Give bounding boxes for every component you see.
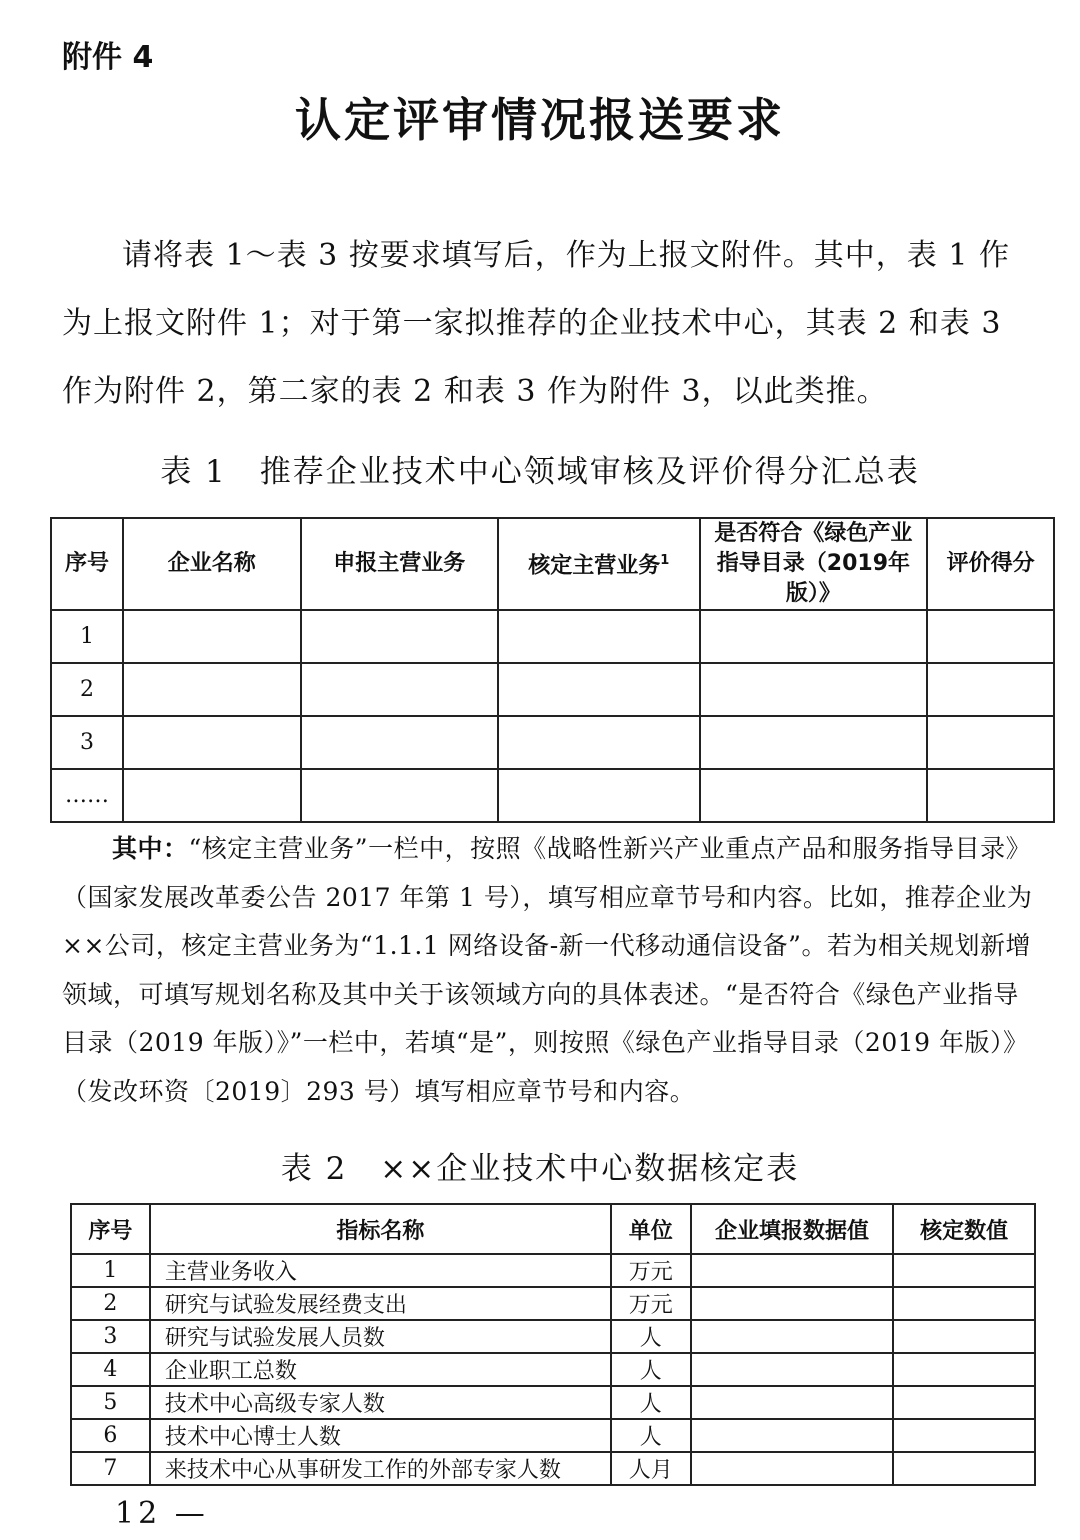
- table1-caption: 表 1 推荐企业技术中心领域审核及评价得分汇总表: [160, 454, 920, 490]
- cell-green-catalog[interactable]: [700, 663, 928, 716]
- note-text: “核定主营业务”一栏中，按照《战略性新兴产业重点产品和服务指导目录》（国家发展改革委公告 2017 年第 1 号），填写相应章节号和内容。比如，推荐企业为××公司，核定主营业务为“1.1.1 网络设备-新一代移动通信设备”。若为相关规划新增领域，可填写规划名称及其中关于该领域方向的具体表述。“是否符合《绿色产业指导目录（2019 年版）》”一栏中，若填“是”，则按照《绿色产业指导目录（2019 年版）》（发改环资〔2019〕293 号）填写相应章节号和内容。: [62, 834, 1033, 1106]
- cell-declared-business[interactable]: [301, 769, 499, 822]
- cell-company[interactable]: [123, 769, 301, 822]
- table-row: [51, 610, 1054, 663]
- table2-caption: 表 2 ××企业技术中心数据核定表: [280, 1151, 800, 1187]
- unit: 人: [611, 1320, 691, 1353]
- cell-green-catalog[interactable]: [700, 610, 928, 663]
- cell-verified-business[interactable]: [498, 610, 700, 663]
- cell-company[interactable]: [123, 610, 301, 663]
- cell-declared-business[interactable]: [301, 663, 499, 716]
- table-row: [71, 1320, 1035, 1353]
- cell-reported-value[interactable]: [691, 1287, 894, 1320]
- unit: 万元: [611, 1254, 691, 1287]
- row-number: 5: [71, 1386, 150, 1419]
- table-row: [71, 1452, 1035, 1485]
- attachment-label: 附件 4: [62, 40, 154, 75]
- col-header-green-catalog: 是否符合《绿色产业指导目录（2019年版）》: [700, 518, 928, 610]
- col-header-indicator: 指标名称: [150, 1204, 611, 1254]
- row-number: 1: [51, 610, 123, 663]
- row-number: 2: [51, 663, 123, 716]
- note-label: 其中：: [112, 834, 189, 863]
- page-title: 认定评审情况报送要求: [295, 93, 785, 147]
- indicator-name: 企业职工总数: [150, 1353, 611, 1386]
- table-row: [71, 1287, 1035, 1320]
- row-number: 7: [71, 1452, 150, 1485]
- indicator-name: 研究与试验发展经费支出: [150, 1287, 611, 1320]
- cell-verified-business[interactable]: [498, 769, 700, 822]
- note-paragraph: [62, 825, 1042, 1116]
- cell-score[interactable]: [927, 610, 1054, 663]
- cell-reported-value[interactable]: [691, 1353, 894, 1386]
- indicator-name: 技术中心博士人数: [150, 1419, 611, 1452]
- indicator-name: 研究与试验发展人员数: [150, 1320, 611, 1353]
- cell-reported-value[interactable]: [691, 1254, 894, 1287]
- table-row: [71, 1353, 1035, 1386]
- cell-verified-value[interactable]: [893, 1452, 1035, 1485]
- summary-table: [50, 517, 1055, 823]
- footnote-marker: 1: [660, 553, 670, 569]
- table-row: [71, 1386, 1035, 1419]
- cell-reported-value[interactable]: [691, 1452, 894, 1485]
- cell-reported-value[interactable]: [691, 1386, 894, 1419]
- col-header-declared-business: 申报主营业务: [301, 518, 499, 610]
- indicator-name: 技术中心高级专家人数: [150, 1386, 611, 1419]
- row-number: ……: [51, 769, 123, 822]
- row-number: 3: [71, 1320, 150, 1353]
- unit: 万元: [611, 1287, 691, 1320]
- cell-score[interactable]: [927, 769, 1054, 822]
- unit: 人: [611, 1353, 691, 1386]
- page-number: 12 —: [115, 1496, 209, 1531]
- cell-reported-value[interactable]: [691, 1419, 894, 1452]
- table-row: [71, 1254, 1035, 1287]
- table-row: [51, 716, 1054, 769]
- col-header-company: 企业名称: [123, 518, 301, 610]
- cell-green-catalog[interactable]: [700, 716, 928, 769]
- col-header-verified-business: 核定主营业务$^1$: [498, 518, 700, 610]
- col-header-score: 评价得分: [927, 518, 1054, 610]
- row-number: 1: [71, 1254, 150, 1287]
- cell-verified-value[interactable]: [893, 1320, 1035, 1353]
- row-number: 4: [71, 1353, 150, 1386]
- data-verification-table: [70, 1203, 1036, 1486]
- cell-declared-business[interactable]: [301, 716, 499, 769]
- unit: 人: [611, 1386, 691, 1419]
- cell-reported-value[interactable]: [691, 1320, 894, 1353]
- cell-verified-value[interactable]: [893, 1287, 1035, 1320]
- cell-verified-business[interactable]: [498, 663, 700, 716]
- indicator-name: 来技术中心从事研发工作的外部专家人数: [150, 1452, 611, 1485]
- cell-verified-value[interactable]: [893, 1254, 1035, 1287]
- cell-company[interactable]: [123, 716, 301, 769]
- cell-verified-business[interactable]: [498, 716, 700, 769]
- cell-green-catalog[interactable]: [700, 769, 928, 822]
- table-row: [51, 769, 1054, 822]
- intro-paragraph: 请将表 1～表 3 按要求填写后，作为上报文附件。其中，表 1 作为上报文附件 1；对于第一家拟推荐的企业技术中心，其表 2 和表 3 作为附件 2，第二家的表 2 和表 3 作为附件 3，以此类推。: [62, 238, 1010, 409]
- unit: 人: [611, 1419, 691, 1452]
- col-header-verified-value: 核定数值: [893, 1204, 1035, 1254]
- row-number: 6: [71, 1419, 150, 1452]
- col-header-reported-value: 企业填报数据值: [691, 1204, 894, 1254]
- row-number: 2: [71, 1287, 150, 1320]
- indicator-name: 主营业务收入: [150, 1254, 611, 1287]
- row-number: 3: [51, 716, 123, 769]
- cell-verified-value[interactable]: [893, 1353, 1035, 1386]
- cell-declared-business[interactable]: [301, 610, 499, 663]
- cell-company[interactable]: [123, 663, 301, 716]
- table-row: [71, 1419, 1035, 1452]
- cell-verified-value[interactable]: [893, 1386, 1035, 1419]
- col-header-unit: 单位: [611, 1204, 691, 1254]
- table-row: [51, 663, 1054, 716]
- cell-verified-value[interactable]: [893, 1419, 1035, 1452]
- cell-score[interactable]: [927, 663, 1054, 716]
- col-header-no: 序号: [51, 518, 123, 610]
- unit: 人月: [611, 1452, 691, 1485]
- cell-score[interactable]: [927, 716, 1054, 769]
- col-header-no: 序号: [71, 1204, 150, 1254]
